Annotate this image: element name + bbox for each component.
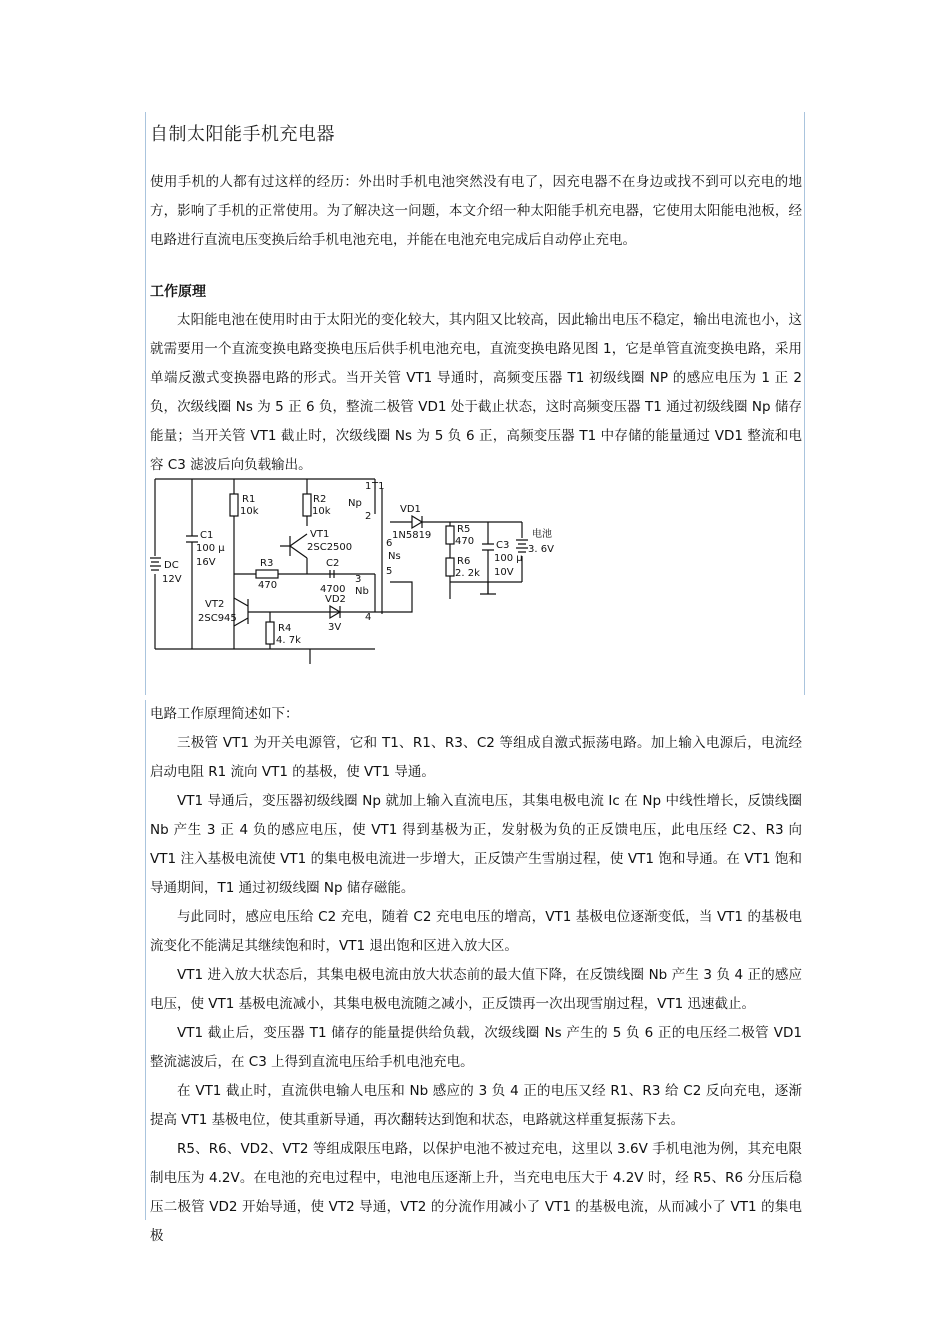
paragraph-7: R5、R6、VD2、VT2 等组成限压电路，以保护电池不被过充电，这里以 3.6V 手机电池为例，其充电限制电压为 4.2V。在电池的充电过程中，电池电压逐渐上升，当充电电压大于 4.2V 时，经 R5、R6 分压后稳压二极管 VD2 开始导通，使 VT2 导通，VT2 的分流作用减小了 VT1 的基极电流，从而减小了 VT1 的集电极 bbox=[150, 1141, 802, 1244]
vd2-label: VD2 bbox=[325, 594, 346, 605]
r6-label: R6 bbox=[457, 556, 471, 567]
r4-label: R4 bbox=[278, 623, 292, 634]
intro-paragraph: 使用手机的人都有过这样的经历：外出时手机电池突然没有电了，因充电器不在身边或找不到可以充电的地方，影响了手机的正常使用。为了解决这一问题，本文介绍一种太阳能手机充电器，它使用太阳能电池板，经电路进行直流电压变换后给手机电池充电，并能在电池充电完成后自动停止充电。 bbox=[150, 174, 802, 248]
ns-label: Ns bbox=[388, 551, 401, 562]
dc-label: DC bbox=[164, 560, 179, 571]
r4-resistor bbox=[266, 622, 274, 644]
r1-label: R1 bbox=[242, 494, 256, 505]
c3-value: 100 μ bbox=[494, 553, 523, 564]
r3-value: 470 bbox=[258, 580, 278, 591]
t1-pin2: 2 bbox=[365, 511, 372, 522]
principle-paragraph: 太阳能电池在使用时由于太阳光的变化较大，其内阻又比较高，因此输出电压不稳定，输出电流也小，这就需要用一个直流变换电路变换电压后供手机电池充电，直流变换电路见图 1，它是单管直流变换电路，采用单端反激式变换器电路的形式。当开关管 VT1 导通时，高频变压器 T1 初级线圈 NP 的感应电压为 1 正 2 负，次级线圈 Ns 为 5 正 6 负，整流二极管 VD1 处于截止状态，这时高频变压器 T1 通过初级线圈 Np 储存能量；当开关管 VT1 截止时，次级线圈 Ns 为 5 负 6 正，高频变压器 T1 中存储的能量通过 VD1 整流和电容 C3 滤波后向负载输出。 bbox=[150, 312, 802, 473]
c1-value: 100 μ bbox=[196, 543, 225, 554]
vt1-label: VT1 bbox=[310, 529, 330, 540]
r4-value: 4. 7k bbox=[276, 635, 301, 646]
frame-border-left bbox=[145, 112, 146, 695]
paragraph-3: 与此同时，感应电压给 C2 充电，随着 C2 充电电压的增高，VT1 基极电位逐渐变低，当 VT1 的基极电流变化不能满足其继续饱和时，VT1 退出饱和区进入放大区。 bbox=[150, 909, 802, 954]
c3-label: C3 bbox=[496, 540, 510, 551]
r5-label: R5 bbox=[457, 524, 471, 535]
t1-pin5: 5 bbox=[386, 566, 393, 577]
vt2-label: VT2 bbox=[205, 599, 225, 610]
paragraph-4: VT1 进入放大状态后，其集电极电流由放大状态前的最大值下降，在反馈线圈 Nb 产生 3 负 4 正的感应电压，使 VT1 基极电流减小，其集电极电流随之减小，正反馈再一次出现雪崩过程，VT1 迅速截止。 bbox=[150, 967, 802, 1012]
frame-border-right bbox=[804, 112, 805, 695]
vd1-label: VD1 bbox=[400, 504, 421, 515]
c1-label: C1 bbox=[200, 530, 214, 541]
vt1-transistor bbox=[280, 534, 307, 574]
r1-value: 10k bbox=[240, 506, 259, 517]
vd1-value: 1N5819 bbox=[392, 530, 432, 541]
frame-border-left-lower bbox=[145, 700, 146, 1220]
dc-value: 12V bbox=[162, 574, 182, 585]
t1-pin3: 3 bbox=[355, 574, 362, 585]
t1-pin4: 4 bbox=[365, 612, 372, 623]
r5-resistor bbox=[446, 526, 454, 544]
ground-c3 bbox=[480, 582, 496, 594]
nb-label: Nb bbox=[355, 586, 369, 597]
circuit-diagram bbox=[150, 474, 562, 664]
t1-core bbox=[375, 479, 382, 614]
vd2-value: 3V bbox=[328, 622, 342, 633]
circuit-svg bbox=[150, 474, 562, 664]
c3-rating: 10V bbox=[494, 567, 514, 578]
c2-value: 4700 bbox=[320, 584, 346, 595]
battery-label: 电池 bbox=[532, 529, 552, 540]
vd1-diode bbox=[390, 516, 450, 528]
t1-label: T1 bbox=[372, 481, 385, 492]
r2-value: 10k bbox=[312, 506, 331, 517]
page-title: 自制太阳能手机充电器 bbox=[150, 124, 335, 145]
vt2-transistor bbox=[234, 598, 375, 626]
circuit-intro: 电路工作原理简述如下： bbox=[150, 706, 299, 722]
np-label: Np bbox=[348, 498, 362, 509]
c1-rating: 16V bbox=[196, 557, 216, 568]
r5-value: 470 bbox=[455, 536, 475, 547]
paragraph-1: 三极管 VT1 为开关电源管，它和 T1、R1、R3、C2 等组成自激式振荡电路。加上输入电源后，电流经启动电阻 R1 流向 VT1 的基极，使 VT1 导通。 bbox=[150, 735, 802, 780]
dc-battery-symbol bbox=[150, 558, 161, 570]
t1-pin6: 6 bbox=[386, 538, 393, 549]
paragraph-5: VT1 截止后，变压器 T1 储存的能量提供给负载，次级线圈 Ns 产生的 5 负 6 正的电压经二极管 VD1 整流滤波后，在 C3 上得到直流电压给手机电池充电。 bbox=[150, 1025, 802, 1070]
r2-resistor bbox=[303, 494, 311, 516]
r2-label: R2 bbox=[313, 494, 327, 505]
battery-symbol bbox=[516, 522, 528, 582]
r6-resistor bbox=[446, 558, 454, 576]
r3-resistor bbox=[256, 570, 278, 578]
r1-resistor bbox=[230, 494, 238, 516]
t1-pin1: 1 bbox=[365, 481, 372, 492]
c2-label: C2 bbox=[326, 558, 340, 569]
r6-value: 2. 2k bbox=[455, 568, 480, 579]
paragraph-2: VT1 导通后，变压器初级线圈 Np 就加上输入直流电压，其集电极电流 Ic 在 Np 中线性增长，反馈线圈 Nb 产生 3 正 4 负的感应电压，使 VT1 得到基极为正，发射极为负的正反馈电压，此电压经 C2、R3 向 VT1 注入基极电流使 VT1 的集电极电流进一步增大，正反馈产生雪崩过程，使 VT1 饱和导通。在 VT1 饱和导通期间，T1 通过初级线圈 Np 储存磁能。 bbox=[150, 793, 802, 896]
paragraph-6: 在 VT1 截止时，直流供电输人电压和 Nb 感应的 3 负 4 正的电压又经 R1、R3 给 C2 反向充电，逐渐提高 VT1 基极电位，使其重新导通，再次翻转达到饱和状态，电路就这样重复振荡下去。 bbox=[150, 1083, 802, 1128]
battery-value: 3. 6V bbox=[528, 544, 554, 555]
section-heading: 工作原理 bbox=[150, 284, 206, 300]
vt2-value: 2SC945 bbox=[198, 613, 237, 624]
r3-label: R3 bbox=[260, 558, 274, 569]
vt1-value: 2SC2500 bbox=[307, 542, 353, 553]
